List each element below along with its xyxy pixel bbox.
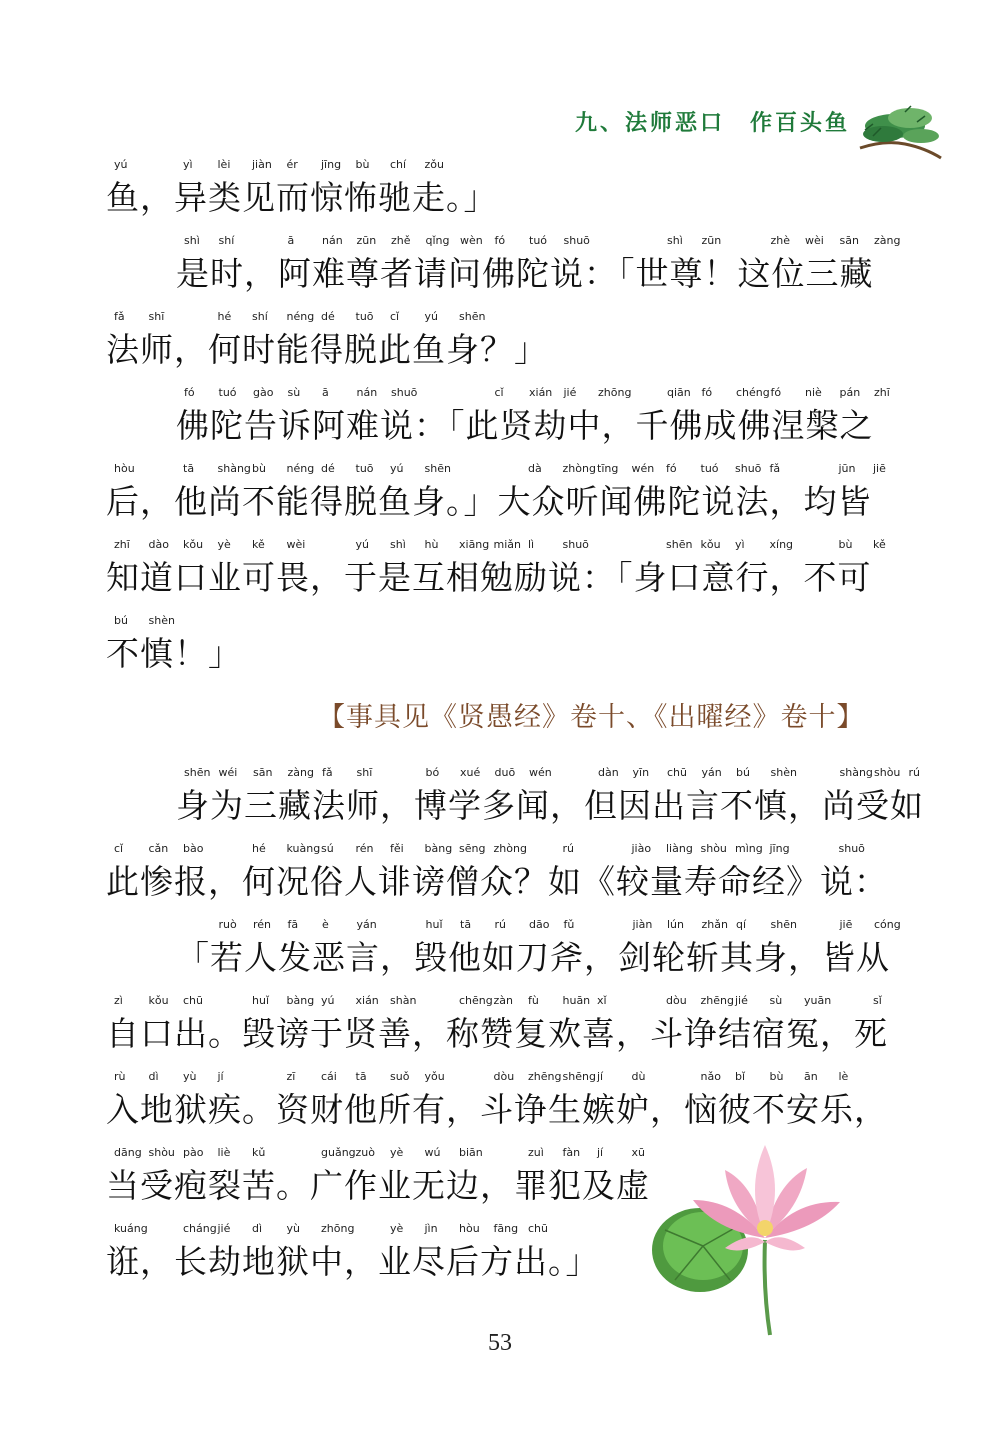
pinyin-annotation: duō xyxy=(494,766,516,779)
text-line: 不慎！」 xyxy=(106,634,242,673)
pinyin-annotation: shàn xyxy=(390,994,417,1007)
pinyin-annotation: hù xyxy=(424,538,439,551)
pinyin-annotation: cǐ xyxy=(390,310,400,323)
pinyin-annotation: zhī xyxy=(874,386,890,399)
pinyin-annotation: sǐ xyxy=(873,994,882,1007)
pinyin-annotation: bàng xyxy=(424,842,453,855)
pinyin-annotation: fāng xyxy=(493,1222,519,1235)
pinyin-annotation: néng xyxy=(286,310,315,323)
pinyin-annotation: dāng xyxy=(114,1146,142,1159)
pinyin-annotation: shēn xyxy=(184,766,211,779)
pinyin-annotation: shuō xyxy=(563,234,590,247)
pinyin-annotation: kuàng xyxy=(286,842,321,855)
pinyin-annotation: sēng xyxy=(459,842,486,855)
pinyin-annotation: xué xyxy=(460,766,481,779)
pinyin-annotation: jiē xyxy=(873,462,886,475)
pinyin-annotation: nán xyxy=(322,234,343,247)
pinyin-annotation: liè xyxy=(217,1146,231,1159)
pinyin-annotation: chí xyxy=(390,158,407,171)
pinyin-annotation: fó xyxy=(666,462,677,475)
pinyin-annotation: dé xyxy=(321,310,335,323)
pinyin-annotation: lún xyxy=(667,918,684,931)
pinyin-annotation: yú xyxy=(321,994,335,1007)
pinyin-annotation: fā xyxy=(287,918,299,931)
pinyin-annotation: sú xyxy=(321,842,334,855)
pinyin-annotation: gào xyxy=(253,386,274,399)
pinyin-annotation: fó xyxy=(770,386,782,399)
pinyin-annotation: huān xyxy=(562,994,591,1007)
pinyin-annotation: shèn xyxy=(770,766,797,779)
pinyin-annotation: yè xyxy=(390,1222,404,1235)
pinyin-annotation: kǒu xyxy=(148,994,169,1007)
pinyin-annotation: rú xyxy=(494,918,506,931)
pinyin-annotation: nán xyxy=(356,386,378,399)
pinyin-annotation: jí xyxy=(217,1070,224,1083)
pinyin-annotation: rén xyxy=(355,842,374,855)
text-line: 佛陀告诉阿难说：「此贤劫中，千佛成佛涅槃之 xyxy=(176,406,874,445)
pinyin-annotation: cóng xyxy=(874,918,901,931)
pinyin-annotation: rú xyxy=(908,766,920,779)
pinyin-annotation: zī xyxy=(286,1070,296,1083)
pinyin-annotation: lì xyxy=(528,538,535,551)
pinyin-annotation: zǒu xyxy=(424,158,444,171)
pinyin-annotation: yán xyxy=(356,918,377,931)
pinyin-annotation: zì xyxy=(114,994,123,1007)
pinyin-annotation: bù xyxy=(355,158,370,171)
pinyin-annotation: shī xyxy=(148,310,165,323)
pinyin-annotation: kě xyxy=(873,538,886,551)
pinyin-annotation: ér xyxy=(286,158,298,171)
pinyin-annotation: shuō xyxy=(391,386,418,399)
pinyin-annotation: shuō xyxy=(562,538,589,551)
pinyin-annotation: niè xyxy=(805,386,822,399)
pinyin-annotation: jié xyxy=(217,1222,231,1235)
pinyin-annotation: yīn xyxy=(632,766,650,779)
pinyin-annotation: shèn xyxy=(148,614,175,627)
pinyin-annotation: zhǎn xyxy=(701,918,728,931)
pinyin-annotation: wén xyxy=(631,462,655,475)
pinyin-annotation: jiàn xyxy=(632,918,653,931)
text-line: 「若人发恶言，毁他如刀斧，剑轮斩其身，皆从 xyxy=(176,938,890,977)
text-line: 法师，何时能得脱此鱼身？」 xyxy=(106,330,548,369)
pinyin-annotation: yè xyxy=(217,538,231,551)
text-line: 当受疱裂苦。广作业无边，罪犯及虚 xyxy=(106,1166,650,1205)
pinyin-annotation: tuó xyxy=(529,234,548,247)
pinyin-annotation: jìn xyxy=(424,1222,438,1235)
pinyin-annotation: yán xyxy=(701,766,722,779)
pinyin-annotation: xū xyxy=(631,1146,645,1159)
pinyin-annotation: wèn xyxy=(460,234,483,247)
pinyin-annotation: nǎo xyxy=(700,1070,721,1083)
pinyin-annotation: zhě xyxy=(391,234,411,247)
pinyin-annotation: dòu xyxy=(666,994,687,1007)
chapter-header: 九、法师恶口 作百头鱼 xyxy=(575,111,851,136)
pinyin-annotation: qiān xyxy=(667,386,691,399)
pinyin-annotation: fó xyxy=(701,386,713,399)
pinyin-annotation: shì xyxy=(184,234,200,247)
pinyin-annotation: yuān xyxy=(804,994,832,1007)
pinyin-annotation: fǎ xyxy=(322,766,333,779)
pinyin-annotation: kǒu xyxy=(183,538,204,551)
pinyin-annotation: jiē xyxy=(839,918,853,931)
pinyin-annotation: shuō xyxy=(838,842,865,855)
pinyin-annotation: kuáng xyxy=(114,1222,148,1235)
pinyin-annotation: hé xyxy=(217,310,232,323)
pinyin-annotation: dì xyxy=(148,1070,159,1083)
pinyin-annotation: bó xyxy=(425,766,440,779)
pinyin-annotation: fó xyxy=(184,386,195,399)
pinyin-annotation: chéng xyxy=(736,386,770,399)
pinyin-annotation: dāo xyxy=(529,918,550,931)
pinyin-annotation: tuō xyxy=(355,462,374,475)
pinyin-annotation: kě xyxy=(252,538,265,551)
source-citation: 【事具见《贤愚经》卷十、《出曜经》卷十】 xyxy=(318,702,865,733)
pinyin-annotation: yù xyxy=(286,1222,300,1235)
pinyin-annotation: cǐ xyxy=(114,842,124,855)
pinyin-annotation: tā xyxy=(183,462,195,475)
pinyin-annotation: lèi xyxy=(217,158,231,171)
pinyin-annotation: huǐ xyxy=(252,994,269,1007)
pinyin-annotation: rén xyxy=(253,918,272,931)
pinyin-annotation: zhōng xyxy=(321,1222,355,1235)
pinyin-annotation: bú xyxy=(114,614,128,627)
text-line: 自口出。毁谤于贤善，称赞复欢喜，斗诤结宿冤，死 xyxy=(106,1014,888,1053)
pinyin-annotation: bù xyxy=(838,538,853,551)
pinyin-annotation: ān xyxy=(804,1070,818,1083)
text-line: 诳，长劫地狱中，业尽后方出。」 xyxy=(106,1242,600,1281)
pinyin-annotation: shí xyxy=(252,310,268,323)
pinyin-annotation: ā xyxy=(322,386,329,399)
pinyin-annotation: sān xyxy=(839,234,859,247)
pinyin-annotation: xián xyxy=(355,994,379,1007)
pinyin-annotation: liàng xyxy=(666,842,693,855)
text-line: 此惨报，何况俗人诽谤僧众？如《较量寿命经》说： xyxy=(106,862,888,901)
pinyin-annotation: tuó xyxy=(218,386,237,399)
pinyin-annotation: shēn xyxy=(459,310,486,323)
pinyin-annotation: dé xyxy=(321,462,335,475)
pinyin-annotation: è xyxy=(322,918,329,931)
pinyin-annotation: fó xyxy=(494,234,506,247)
pinyin-annotation: chēng xyxy=(459,994,493,1007)
pinyin-annotation: jí xyxy=(597,1070,604,1083)
pinyin-annotation: zàng xyxy=(874,234,901,247)
pinyin-annotation: jīng xyxy=(769,842,790,855)
pinyin-annotation: wèi xyxy=(286,538,306,551)
pinyin-annotation: wú xyxy=(424,1146,441,1159)
pinyin-annotation: bù xyxy=(769,1070,784,1083)
pinyin-annotation: néng xyxy=(286,462,315,475)
pinyin-annotation: tuō xyxy=(355,310,374,323)
pinyin-annotation: sān xyxy=(253,766,273,779)
pinyin-annotation: tuó xyxy=(700,462,719,475)
pinyin-annotation: dù xyxy=(631,1070,646,1083)
pinyin-annotation: shēng xyxy=(562,1070,596,1083)
text-line: 后，他尚不能得脱鱼身。」大众听闻佛陀说法，均皆 xyxy=(106,482,872,521)
pinyin-annotation: guǎng xyxy=(321,1146,356,1159)
pinyin-annotation: wèi xyxy=(805,234,824,247)
pinyin-annotation: dào xyxy=(148,538,169,551)
pinyin-annotation: yǒu xyxy=(424,1070,445,1083)
pinyin-annotation: hòu xyxy=(114,462,135,475)
text-line: 是时，阿难尊者请问佛陀说：「世尊！这位三藏 xyxy=(176,254,874,293)
pinyin-annotation: ā xyxy=(287,234,295,247)
pinyin-annotation: shuō xyxy=(735,462,762,475)
pinyin-annotation: zhè xyxy=(770,234,791,247)
pinyin-annotation: xíng xyxy=(769,538,794,551)
pinyin-annotation: jūn xyxy=(838,462,856,475)
text-line: 知道口业可畏，于是互相勉励说：「身口意行，不可 xyxy=(106,558,872,597)
pinyin-annotation: zhòng xyxy=(493,842,527,855)
pinyin-annotation: yì xyxy=(735,538,745,551)
pinyin-annotation: yù xyxy=(183,1070,197,1083)
pinyin-annotation: cái xyxy=(321,1070,337,1083)
pinyin-annotation: shàng xyxy=(217,462,251,475)
pinyin-annotation: suǒ xyxy=(390,1070,410,1083)
pinyin-annotation: bù xyxy=(252,462,266,475)
pine-branch-icon xyxy=(855,100,945,162)
pinyin-annotation: shì xyxy=(390,538,406,551)
pinyin-annotation: zhēng xyxy=(528,1070,562,1083)
pinyin-annotation: tā xyxy=(355,1070,367,1083)
pinyin-annotation: bào xyxy=(183,842,204,855)
pinyin-annotation: dòu xyxy=(493,1070,515,1083)
pinyin-annotation: miǎn xyxy=(493,538,521,551)
pinyin-annotation: biān xyxy=(459,1146,483,1159)
pinyin-annotation: yì xyxy=(183,158,193,171)
pinyin-annotation: yú xyxy=(424,310,438,323)
lotus-flower-icon xyxy=(645,1130,885,1340)
pinyin-annotation: sù xyxy=(769,994,783,1007)
pinyin-annotation: xián xyxy=(529,386,553,399)
pinyin-annotation: yú xyxy=(390,462,404,475)
pinyin-annotation: dàn xyxy=(598,766,619,779)
pinyin-annotation: xǐ xyxy=(597,994,607,1007)
pinyin-annotation: hòu xyxy=(459,1222,480,1235)
pinyin-annotation: shēn xyxy=(770,918,797,931)
pinyin-annotation: chū xyxy=(183,994,203,1007)
pinyin-annotation: fǔ xyxy=(563,918,575,931)
pinyin-annotation: zūn xyxy=(701,234,722,247)
text-line: 鱼，异类见而惊怖驰走。」 xyxy=(106,178,498,217)
pinyin-annotation: pào xyxy=(183,1146,204,1159)
pinyin-annotation: fù xyxy=(528,994,539,1007)
pinyin-annotation: zàn xyxy=(493,994,513,1007)
pinyin-annotation: dà xyxy=(528,462,542,475)
pinyin-annotation: zhēng xyxy=(700,994,734,1007)
pinyin-annotation: sù xyxy=(287,386,301,399)
pinyin-annotation: fěi xyxy=(390,842,404,855)
pinyin-annotation: fàn xyxy=(562,1146,581,1159)
pinyin-annotation: shòu xyxy=(148,1146,175,1159)
pinyin-annotation: dì xyxy=(252,1222,263,1235)
pinyin-annotation: shòu xyxy=(874,766,901,779)
text-line: 身为三藏法师，博学多闻，但因出言不慎，尚受如 xyxy=(176,786,924,825)
pinyin-annotation: jiào xyxy=(631,842,652,855)
pinyin-annotation: yú xyxy=(355,538,369,551)
pinyin-annotation: zhī xyxy=(114,538,130,551)
pinyin-annotation: cháng xyxy=(183,1222,217,1235)
pinyin-annotation: ruò xyxy=(218,918,237,931)
pinyin-annotation: kǔ xyxy=(252,1146,266,1159)
pinyin-annotation: chū xyxy=(528,1222,548,1235)
text-line: 入地狱疾。资财他所有，斗诤生嫉妒，恼彼不安乐， xyxy=(106,1090,888,1129)
pinyin-annotation: zhōng xyxy=(598,386,632,399)
pinyin-annotation: zuì xyxy=(528,1146,544,1159)
pinyin-annotation: fǎ xyxy=(769,462,781,475)
pinyin-annotation: zūn xyxy=(356,234,377,247)
pinyin-annotation: qǐng xyxy=(425,234,450,247)
pinyin-annotation: wéi xyxy=(218,766,238,779)
pinyin-annotation: pán xyxy=(839,386,861,399)
pinyin-annotation: shēn xyxy=(424,462,451,475)
pinyin-annotation: lè xyxy=(838,1070,849,1083)
pinyin-annotation: cǐ xyxy=(494,386,504,399)
pinyin-annotation: shòu xyxy=(700,842,727,855)
pinyin-annotation: shī xyxy=(356,766,373,779)
pinyin-annotation: zhòng xyxy=(562,462,596,475)
pinyin-annotation: hé xyxy=(252,842,266,855)
pinyin-annotation: bǐ xyxy=(735,1070,746,1083)
pinyin-annotation: qí xyxy=(736,918,747,931)
pinyin-annotation: cǎn xyxy=(148,842,169,855)
pinyin-annotation: yè xyxy=(390,1146,404,1159)
pinyin-annotation: huǐ xyxy=(425,918,443,931)
pinyin-annotation: wén xyxy=(529,766,552,779)
pinyin-annotation: bú xyxy=(736,766,750,779)
pinyin-annotation: jié xyxy=(563,386,577,399)
pinyin-annotation: jiàn xyxy=(252,158,272,171)
pinyin-annotation: shēn xyxy=(666,538,693,551)
pinyin-annotation: zuò xyxy=(355,1146,375,1159)
pinyin-annotation: kǒu xyxy=(700,538,721,551)
pinyin-annotation: tā xyxy=(460,918,472,931)
pinyin-annotation: shí xyxy=(218,234,235,247)
pinyin-annotation: xiāng xyxy=(459,538,490,551)
pinyin-annotation: shì xyxy=(667,234,683,247)
pinyin-annotation: tīng xyxy=(597,462,619,475)
pinyin-annotation: jí xyxy=(597,1146,604,1159)
pinyin-annotation: jié xyxy=(735,994,748,1007)
pinyin-annotation: rù xyxy=(114,1070,126,1083)
pinyin-annotation: bàng xyxy=(286,994,315,1007)
pinyin-annotation: shàng xyxy=(839,766,873,779)
pinyin-annotation: jīng xyxy=(321,158,342,171)
pinyin-annotation: mìng xyxy=(735,842,763,855)
pinyin-annotation: chū xyxy=(667,766,687,779)
pinyin-annotation: zàng xyxy=(287,766,314,779)
pinyin-annotation: rú xyxy=(562,842,574,855)
pinyin-annotation: yú xyxy=(114,158,128,171)
pinyin-annotation: fǎ xyxy=(114,310,125,323)
page-number: 53 xyxy=(488,1330,512,1356)
